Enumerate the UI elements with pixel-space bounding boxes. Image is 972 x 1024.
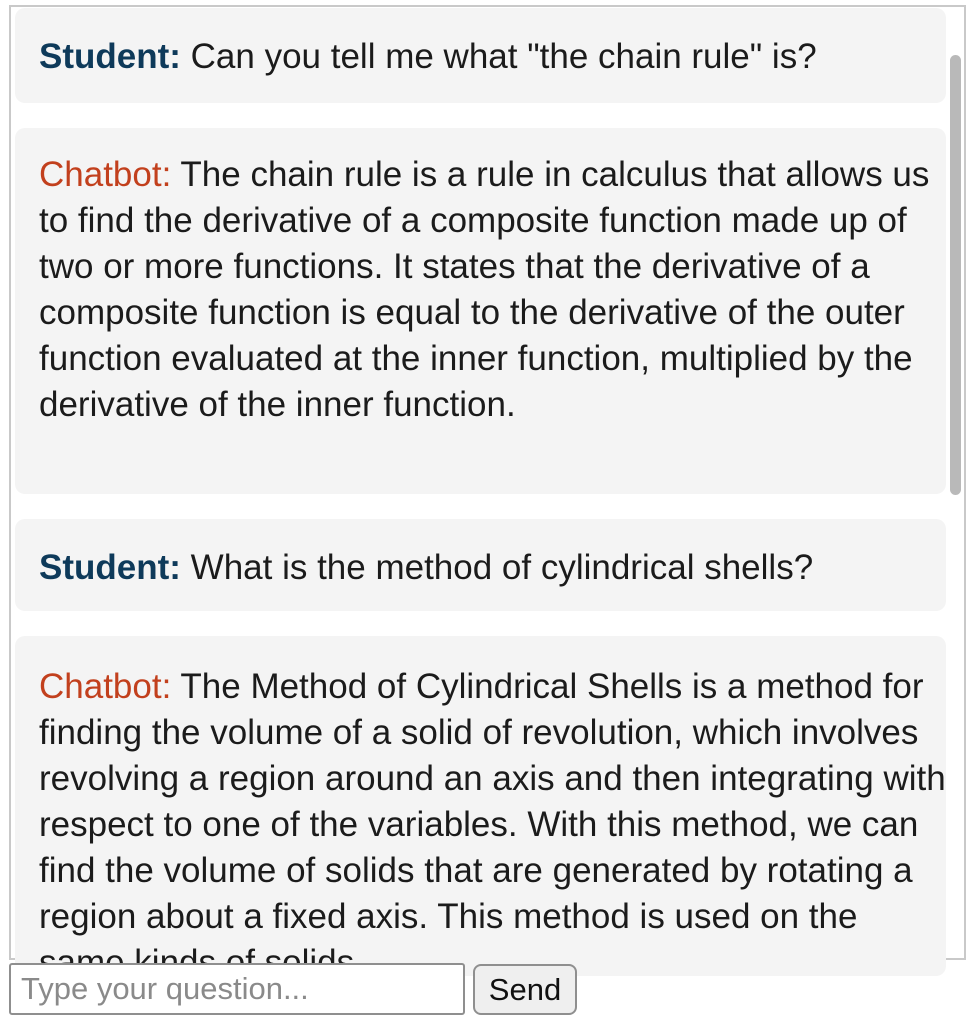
message-text: The Method of Cylindrical Shells is a method for finding the volume of a solid of revolution, which involves revolving a region around an axis and then integrating with respect to one of the variables. With this method, we can find the volume of solids that are generated by rotating a region about a fixed axis. This method is used on the — [39, 667, 946, 936]
speaker-label: Chatbot: — [39, 155, 172, 194]
question-input[interactable] — [9, 963, 465, 1015]
chatbot-message — [15, 636, 946, 976]
student-message — [15, 519, 946, 611]
chat-window — [9, 5, 966, 960]
message-text: Can you tell me what "the chain rule" is? — [190, 37, 817, 76]
speaker-label: Chatbot: — [39, 667, 172, 706]
speaker-label: Student: — [39, 548, 181, 587]
message-text: The chain rule is a rule in calculus that allows us to find the derivative of a composite function made up of two or more functions. It states that the derivative of a composite function is equal to the derivative of the outer function evaluated at the inner function, multiplied by the derivative of the inner function. — [39, 155, 930, 424]
chatbot-message — [15, 128, 946, 494]
student-message — [15, 8, 946, 103]
message-list — [11, 7, 946, 958]
scrollbar-thumb[interactable] — [950, 55, 961, 495]
scrollbar[interactable] — [946, 7, 964, 958]
message-text: What is the method of cylindrical shells? — [190, 548, 814, 587]
send-button[interactable]: Send — [473, 964, 577, 1015]
speaker-label: Student: — [39, 37, 181, 76]
